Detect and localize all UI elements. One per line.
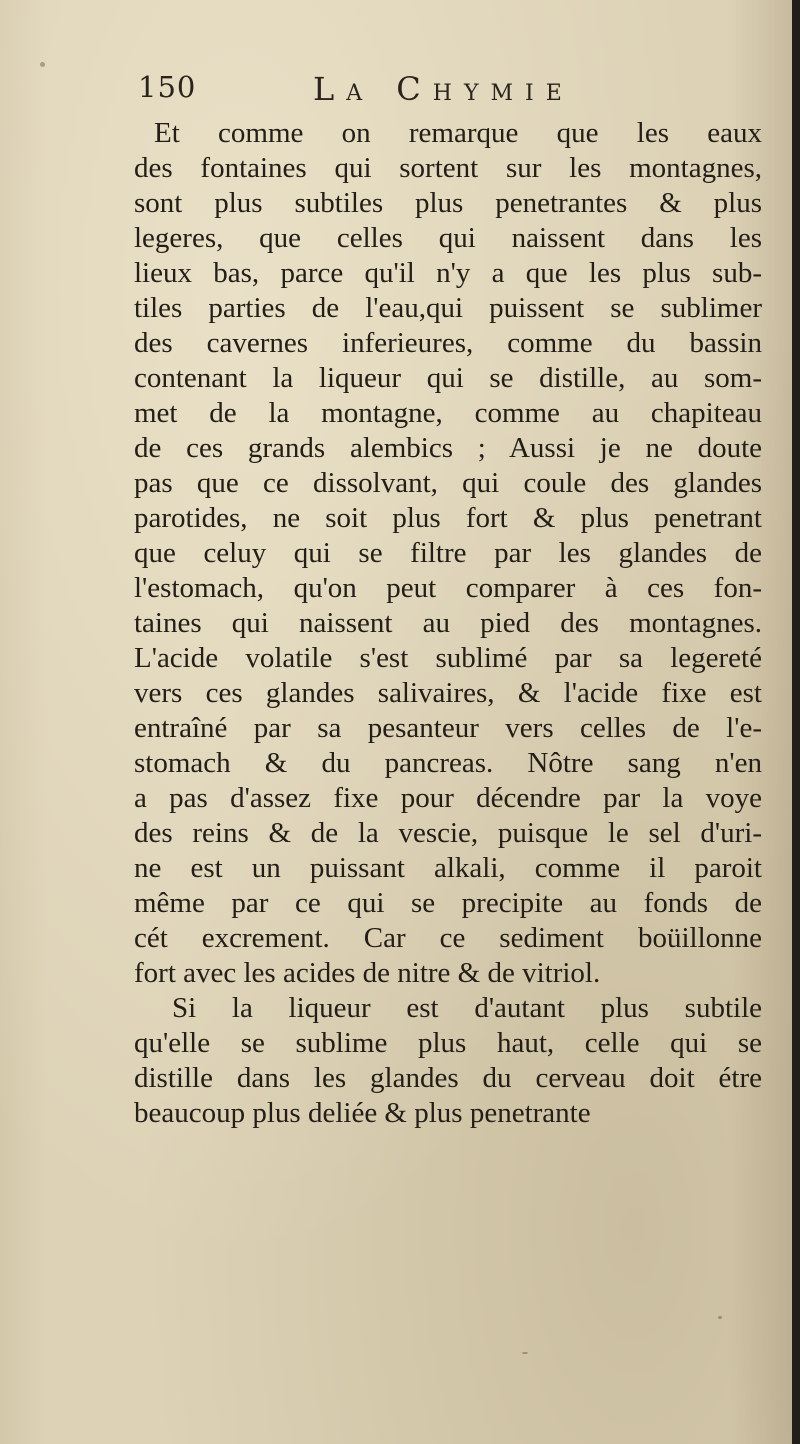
text-line: beaucoup plus deliée & plus penetrante (134, 1097, 591, 1129)
text-line: parotides, ne soit plus fort & plus penetrant (134, 502, 762, 534)
text-line: que celuy qui se filtre par les glandes de (134, 537, 762, 569)
page-header (138, 70, 658, 114)
text-line: vers ces glandes salivaires, & l'acide fixe est (134, 677, 762, 709)
text-line: tiles parties de l'eau,qui puissent se sublimer (134, 292, 762, 324)
text-line: a pas d'assez fixe pour décendre par la voye (134, 782, 762, 814)
text-line: L'acide volatile s'est sublimé par sa legereté (134, 642, 762, 674)
text-line: entraîné par sa pesanteur vers celles de l'e- (134, 712, 762, 744)
text-line: ne est un puissant alkali, comme il paroit (134, 852, 762, 884)
text-line: cét excrement. Car ce sediment boüillonne (134, 922, 762, 954)
paper-speck (522, 1352, 528, 1354)
text-line: lieux bas, parce qu'il n'y a que les plus sub- (134, 257, 762, 289)
body-text (134, 116, 762, 1131)
text-line: legeres, que celles qui naissent dans les (134, 222, 762, 254)
text-line: même par ce qui se precipite au fonds de (134, 887, 762, 919)
text-line: contenant la liqueur qui se distille, au som- (134, 362, 762, 394)
text-line: fort avec les acides de nitre & de vitriol. (134, 957, 601, 989)
text-line: des reins & de la vescie, puisque le sel d'uri- (134, 817, 762, 849)
text-line: Si la liqueur est d'autant plus subtile (172, 992, 762, 1024)
text-line: Et comme on remarque que les eaux (154, 117, 762, 149)
text-line: qu'elle se sublime plus haut, celle qui se (134, 1027, 762, 1059)
text-line: distille dans les glandes du cerveau doit étre (134, 1062, 762, 1094)
page-number: 150 (138, 70, 197, 104)
text-line: l'estomach, qu'on peut comparer à ces fon- (134, 572, 762, 604)
bleed-through-mark (220, 1318, 330, 1364)
paper-speck (40, 62, 45, 67)
running-title: La Chymie (313, 70, 574, 108)
text-line: des cavernes inferieures, comme du bassin (134, 327, 762, 359)
text-line: des fontaines qui sortent sur les montagnes, (134, 152, 762, 184)
text-line: stomach & du pancreas. Nôtre sang n'en (134, 747, 762, 779)
text-line: sont plus subtiles plus penetrantes & plus (134, 187, 762, 219)
text-line: pas que ce dissolvant, qui coule des glandes (134, 467, 762, 499)
scan-edge (792, 0, 800, 1444)
text-line: met de la montagne, comme au chapiteau (134, 397, 762, 429)
text-line: taines qui naissent au pied des montagnes. (134, 607, 762, 639)
paper-speck (718, 1316, 722, 1319)
text-line: de ces grands alembics ; Aussi je ne doute (134, 432, 762, 464)
